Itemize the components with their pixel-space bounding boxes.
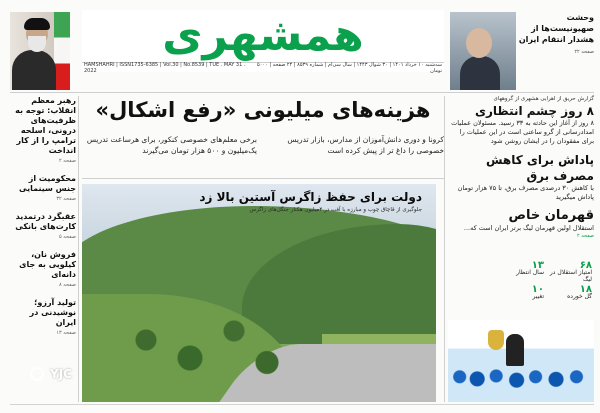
yjc-watermark xyxy=(30,365,110,383)
main-divider xyxy=(82,178,444,179)
left-item-4-title: فروش نان، کیلویی به جای دانه‌ای xyxy=(19,250,76,279)
left-item-2[interactable] xyxy=(10,174,76,202)
main-sub-left: برخی معلم‌های خصوصی کنکور، برای هرساعت تدریس یک‌میلیون و ۵۰۰ هزار تومان می‌گیرند xyxy=(86,135,257,155)
left-item-4[interactable] xyxy=(10,250,76,288)
iran-flag xyxy=(54,12,70,90)
stat-3-number: ۱۸ xyxy=(579,284,592,295)
newspaper-logo: همشهری xyxy=(162,9,364,61)
stat-4 xyxy=(498,286,544,300)
photo-caption: جلوگیری از قاچاق چوب و مبارزه با آفت در ۴میلیون هکتار جنگل‌های زاگرس xyxy=(249,207,422,213)
left-item-3-page: صفحه ۵ xyxy=(59,234,76,240)
top-right-page: صفحه ۲۲ xyxy=(574,49,594,55)
left-item-3-title: عقبگرد درتمدید کارت‌های بانکی xyxy=(15,212,76,231)
team-crowd xyxy=(448,360,594,402)
footer-line xyxy=(10,404,594,405)
photo-title: دولت برای حفظ زاگرس آستین بالا زد xyxy=(199,190,422,204)
right-kicker: گزارش حریق از اهرایی هشهری از گروههای xyxy=(493,96,594,102)
left-column-divider xyxy=(78,96,79,402)
stat-1-text: امتیاز استقلال در لیگ xyxy=(549,269,592,283)
stat-4-number: ۱۰ xyxy=(531,284,544,295)
trophy-icon xyxy=(488,330,504,350)
portrait-turban xyxy=(24,18,50,30)
right-story1-body: ۸ روز از آغاز این حادثه به ۳۳ رسید. مسئولان عملیات امدادرسانی از گرو ساعتی است در این عملیات را برای مفقودان را در ایشان روشن شود xyxy=(451,119,594,145)
top-right-teaser[interactable] xyxy=(518,12,594,90)
masthead-strip-left: HAMSHAHRI | ISSN1735-6385 | Vol.30 | No.8539 | TUE . MAY 31 . 2022 xyxy=(84,61,246,74)
header-divider xyxy=(10,92,594,93)
masthead-strip xyxy=(82,62,444,72)
left-item-5[interactable] xyxy=(10,298,76,336)
stat-2-text: سال انتظار xyxy=(516,269,544,276)
masthead-strip-right: سه‌شنبه ۱۰ خرداد ۱۴۰۱ | ۳۰ شوال ۱۴۴۳ | سال سی‌ام | شماره ۸۵۳۹ | ۲۴ صفحه | ۵۰۰۰ تومان xyxy=(257,61,442,74)
zagros-photo[interactable] xyxy=(82,184,436,402)
right-story1-title[interactable]: ۸ روز چشم انتظاری xyxy=(474,104,594,118)
photo-trees xyxy=(102,304,322,394)
stat-1-number: ۶۸ xyxy=(579,260,592,271)
stat-3-text: گل خورده xyxy=(567,293,592,300)
main-headline: هزینه‌های میلیونی «رفع اشکال» xyxy=(95,98,431,122)
champions-photo[interactable] xyxy=(448,320,594,402)
stat-2 xyxy=(498,262,544,276)
stat-3 xyxy=(546,286,592,300)
stats-block xyxy=(448,262,594,306)
left-item-2-page: صفحه ۳۲ xyxy=(56,196,76,202)
left-column xyxy=(10,96,76,346)
left-item-1[interactable] xyxy=(10,96,76,164)
left-item-1-title: رهبر معظم انقلاب: توجه به ظرفیت‌های درونی، اسلحه ترامپ را از کار انداخت xyxy=(15,96,76,155)
portrait-photo xyxy=(10,12,70,90)
left-item-1-page: صفحه ۲ xyxy=(59,158,76,164)
right-column-divider xyxy=(444,96,445,402)
main-story[interactable] xyxy=(82,96,444,124)
stat-2-number: ۱۳ xyxy=(531,260,544,271)
top-right-headline: وحشت صهیونیست‌ها از هشدار انتقام ایران xyxy=(518,13,594,44)
right-column xyxy=(448,96,594,239)
portrait-robe xyxy=(12,50,56,90)
masthead xyxy=(82,10,444,72)
left-item-2-title: محکومیت از جنس سینمایی xyxy=(19,174,76,193)
left-item-5-page: صفحه ۱۳ xyxy=(56,330,76,336)
right-more-link[interactable]: صفحه ۲ xyxy=(577,233,594,239)
right-story2-body: با کاهش ۳۰ درصدی مصرف برق، تا ۷۵ هزار تومان پاداش میگیرید xyxy=(457,184,594,201)
top-right-photo-body xyxy=(460,56,500,90)
yjc-watermark-text: YJC xyxy=(50,367,72,381)
stat-1 xyxy=(546,262,592,283)
stat-4-text: تغییر xyxy=(532,293,544,300)
right-story3-body: استقلال اولین قهرمان لیگ برتر ایران است که... xyxy=(463,224,594,232)
main-subheadlines xyxy=(82,134,444,156)
right-story2-title[interactable]: پاداش برای کاهش مصرف برق xyxy=(485,153,594,183)
main-sub-right: کرونا و دوری دانش‌آموزان از مدارس، بازار تدریس خصوصی را داغ تر از پیش کرده است xyxy=(287,135,444,155)
left-item-3[interactable] xyxy=(10,212,76,240)
yjc-logo-icon xyxy=(30,367,44,381)
right-story3-title[interactable]: قهرمان خاص xyxy=(508,208,594,223)
top-right-photo xyxy=(450,12,516,90)
top-right-photo-head xyxy=(466,28,492,58)
left-item-4-page: صفحه ۸ xyxy=(59,282,76,288)
left-item-5-title: تولید آرزو؛ نوشیدنی در ایران xyxy=(29,298,76,327)
